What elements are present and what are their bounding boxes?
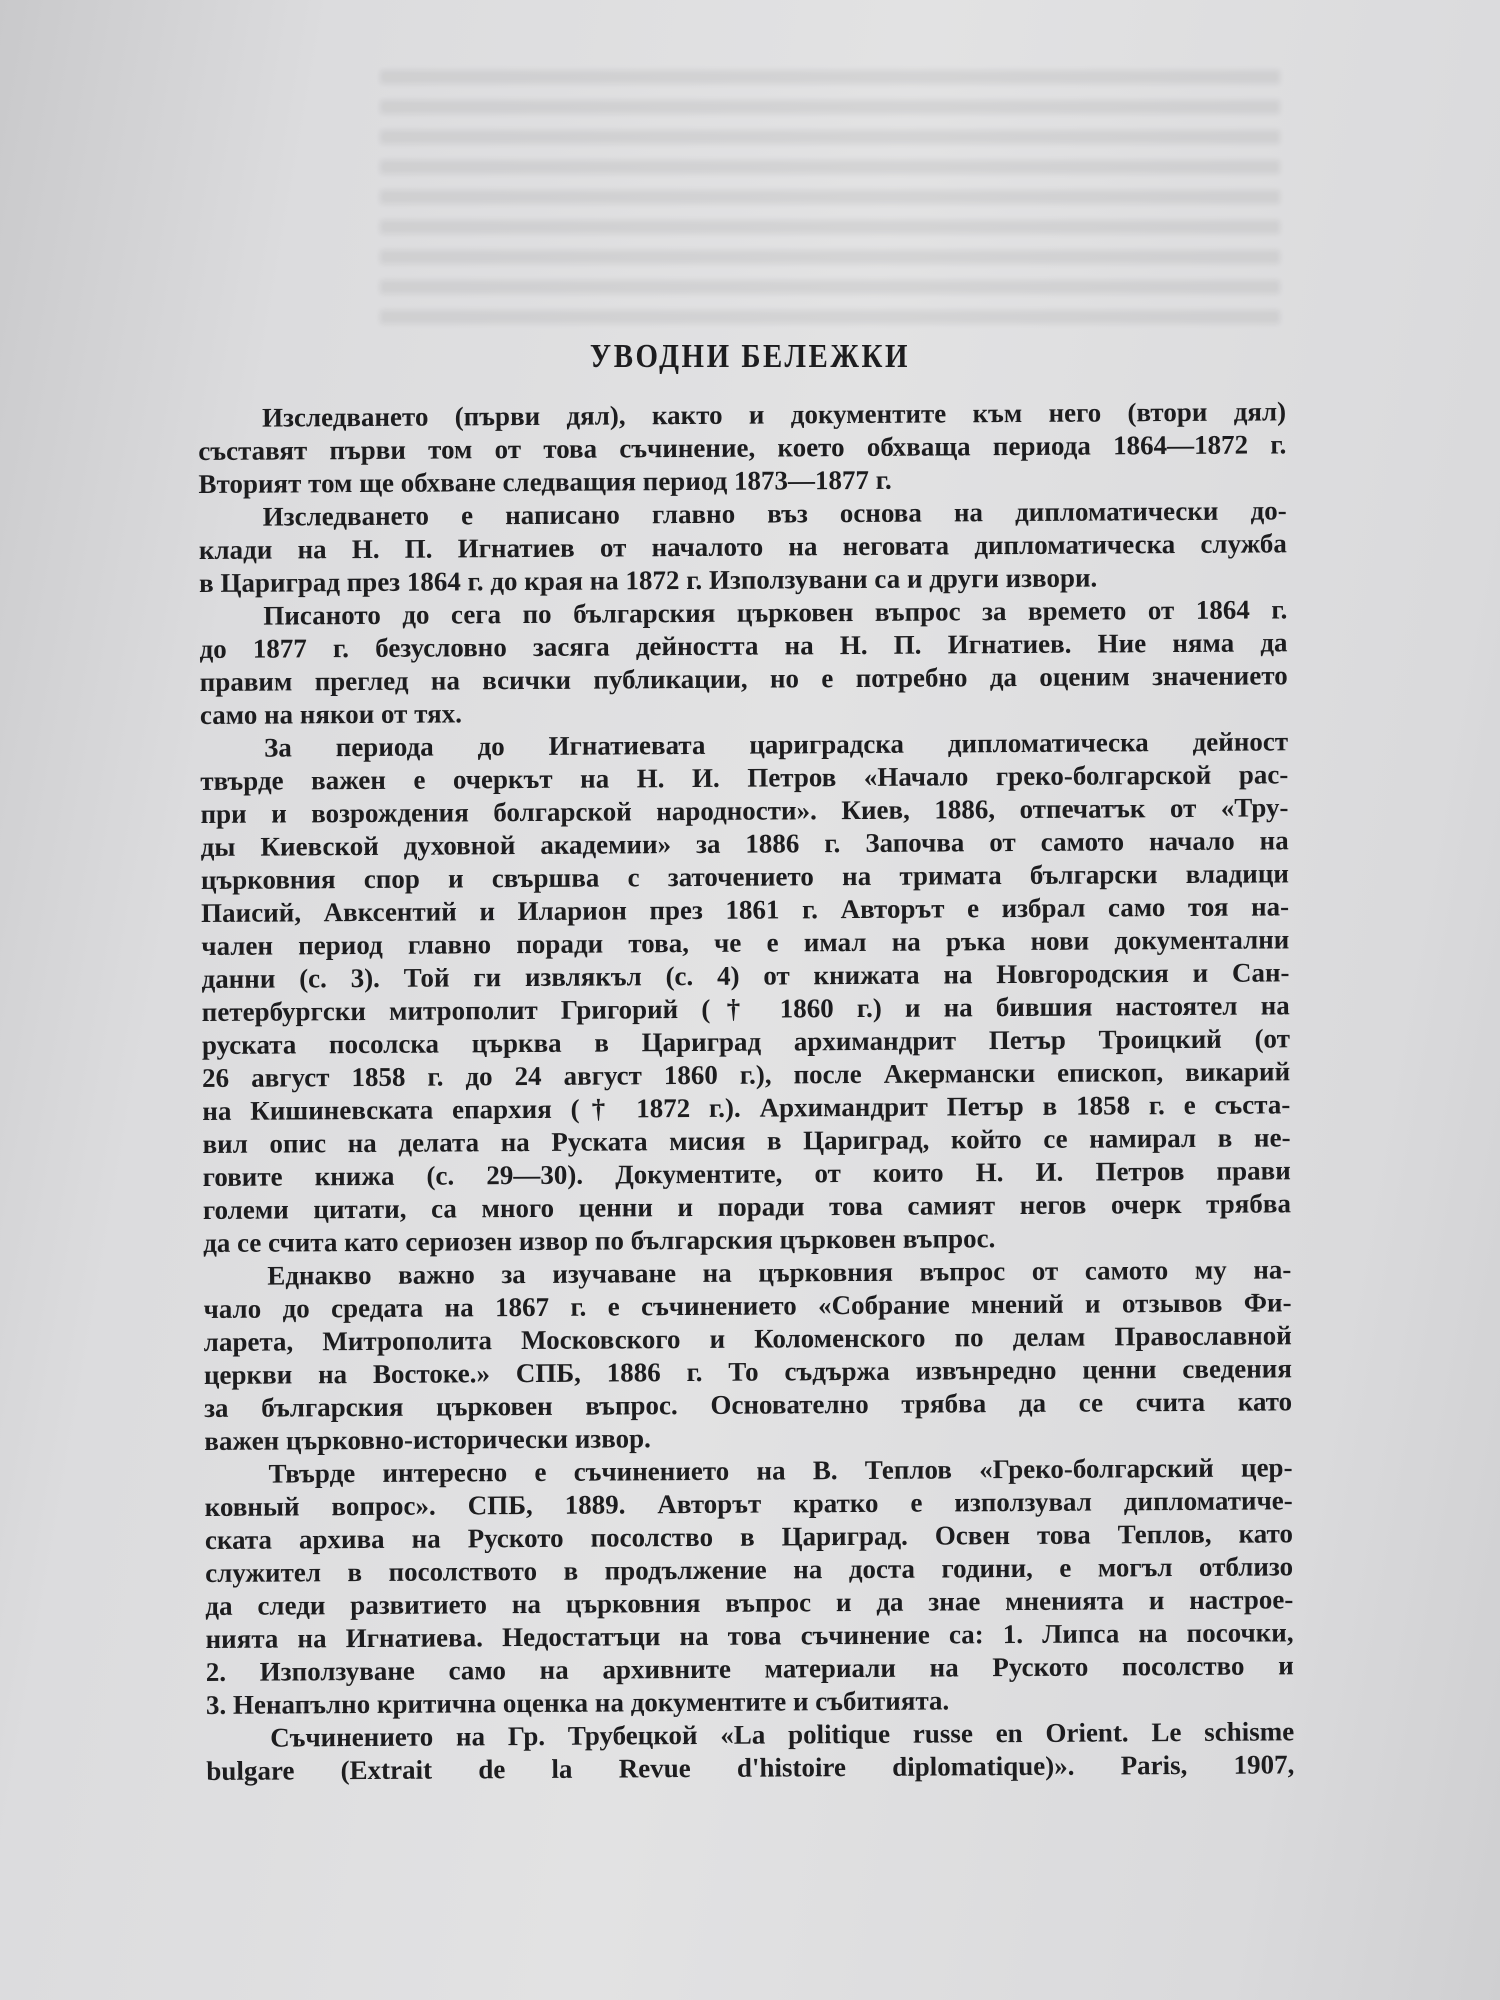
text-line: да следи развитието на църковния въпрос и да знае мненията и настрое- <box>205 1584 1294 1621</box>
text-line: 3. Ненапълно критична оценка на документите и събитията. <box>205 1685 950 1720</box>
text-line: Паисий, Авксентий и Иларион през 1861 г. Авторът е избрал само тоя на- <box>201 891 1290 928</box>
text-line: ската архива на Руското посолство в Цариград. Освен това Теплов, като <box>204 1518 1294 1555</box>
show-through-text <box>380 70 1280 340</box>
text-line: Твърде интересно е съчинението на В. Теплов «Греко-болгарский цер- <box>268 1452 1293 1489</box>
text-line: да се счита като сериозен извор по българския църковен въпрос. <box>203 1223 996 1258</box>
text-line: чало до средата на 1867 г. е съчинението «Собрание мнений и отзывов Фи- <box>203 1287 1292 1324</box>
paragraph <box>199 494 1288 600</box>
body-text <box>198 395 1294 1788</box>
text-line: ковный вопрос». СПБ, 1889. Авторът кратко е използувал дипломатиче- <box>204 1485 1293 1522</box>
text-line: 26 август 1858 г. до 24 август 1860 г.), после Акермански епископ, викарий <box>202 1056 1291 1093</box>
text-line: съставят първи том от това съчинение, което обхваща периода 1864—1872 г. <box>198 429 1287 466</box>
text-line: bulgare (Extrait de la Revue d'histoire diplomatique)». Paris, 1907, <box>206 1749 1295 1786</box>
text-line: чален период главно поради това, че е имал на ръка нови документални <box>201 924 1290 961</box>
text-line: в Цариград през 1864 г. до края на 1872 г. Използувани са и други извори. <box>199 562 1098 598</box>
text-line: важен църковно-исторически извор. <box>204 1423 651 1456</box>
page-title: УВОДНИ БЕЛЕЖКИ <box>589 338 911 375</box>
text-line: ды Киевской духовной академии» за 1886 г. Започва от самото начало на <box>200 825 1289 862</box>
text-line: петербургски митрополит Григорий († 1860 г.) и на бившия настоятел на <box>201 990 1290 1027</box>
text-line: данни (с. 3). Той ги извлякъл (с. 4) от книжата на Новгородския и Сан- <box>201 957 1290 994</box>
text-line: церкви на Востоке.» СПБ, 1886 г. То съдържа извънредно ценни сведения <box>203 1353 1293 1390</box>
text-line: за българския църковен въпрос. Основателно трябва да се счита като <box>204 1386 1293 1423</box>
text-line: ларета, Митрополита Московского и Коломенского по делам Православной <box>203 1320 1292 1357</box>
text-line: твърде важен е очеркът на Н. И. Петров «Начало греко-болгарской рас- <box>200 759 1289 796</box>
text-line: правим преглед на всички публикации, но е потребно да оценим значението <box>199 660 1288 697</box>
text-line: Изследването е написано главно въз основа на дипломатически до- <box>262 495 1287 532</box>
text-line: нията на Игнатиева. Недостатъци на това съчинение са: 1. Липса на посочки, <box>205 1617 1294 1654</box>
text-line: руската посолска църква в Цариград архимандрит Петър Троицкий (от <box>201 1023 1290 1060</box>
paragraph <box>200 725 1291 1260</box>
text-line: 2. Използуване само на архивните материали на Руското посолство и <box>205 1650 1294 1687</box>
text-line: Вторият том ще обхване следващия период 1873—1877 г. <box>198 464 892 499</box>
text-line: За периода до Игнатиевата цариградска дипломатическа дейност <box>264 726 1289 763</box>
text-line: говите книжа (с. 29—30). Документите, от които Н. И. Петров прави <box>202 1155 1291 1192</box>
paragraph <box>203 1253 1292 1458</box>
text-line: вил опис на делата на Руската мисия в Цариград, който се намирал в не- <box>202 1122 1291 1159</box>
text-line: само на някои от тях. <box>199 698 462 730</box>
text-line: на Кишиневската епархия († 1872 г.). Архимандрит Петър в 1858 г. е съста- <box>202 1089 1291 1126</box>
text-line: Изследването (първи дял), както и документите към него (втори дял) <box>262 396 1287 433</box>
text-line: големи цитати, са много ценни и поради това самият негов очерк трябва <box>202 1188 1292 1225</box>
paragraph <box>206 1715 1294 1788</box>
text-line: служител в посолството в продължение на доста години, е могъл отблизо <box>205 1551 1294 1588</box>
paragraph <box>199 593 1288 732</box>
text-line: Еднакво важно за изучаване на църковния въпрос от самото му на- <box>267 1254 1292 1291</box>
text-line: до 1877 г. безусловно засяга дейността на Н. П. Игнатиев. Ние няма да <box>199 627 1288 664</box>
text-line: Съчинението на Гр. Трубецкой «La politique russe en Orient. Le schisme <box>270 1716 1295 1753</box>
paragraph <box>204 1451 1294 1722</box>
text-line: Писаното до сега по българския църковен въпрос за времето от 1864 г. <box>263 594 1288 631</box>
text-line: клади на Н. П. Игнатиев от началото на неговата дипломатическа служба <box>198 528 1287 565</box>
text-line: при и возрождения болгарской народности». Киев, 1886, отпечатък от «Тру- <box>200 792 1289 829</box>
paragraph <box>198 395 1287 501</box>
text-line: църковния спор и свършва с заточението на тримата български владици <box>200 858 1289 895</box>
